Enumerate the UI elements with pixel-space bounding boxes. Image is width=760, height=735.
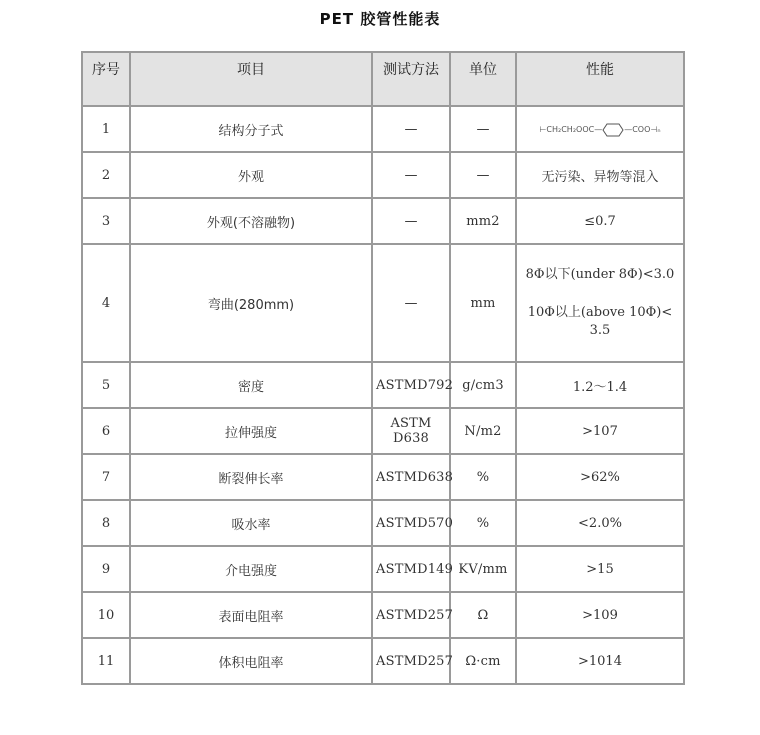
- cell-performance: ≤0.7: [516, 198, 684, 244]
- table-row: [82, 244, 684, 362]
- formula-right-text: —COO: [624, 125, 651, 135]
- cell-unit: Ω: [450, 592, 516, 638]
- molecular-formula: [539, 123, 660, 137]
- header-unit: 单位: [450, 52, 516, 106]
- table-header-row: [82, 52, 684, 106]
- bend-above-value: 3.5: [589, 323, 611, 338]
- bend-above-line: 10Φ以上(above 10Φ)<: [527, 305, 673, 320]
- table-row: [82, 592, 684, 638]
- cell-performance: >1014: [516, 638, 684, 684]
- page-title: PET 胶管性能表: [319, 10, 441, 28]
- cell-performance: >109: [516, 592, 684, 638]
- table-row: [82, 198, 684, 244]
- cell-unit: mm2: [450, 198, 516, 244]
- cell-item: 体积电阻率: [130, 638, 372, 684]
- cell-no: 4: [82, 244, 130, 362]
- cell-performance: >107: [516, 408, 684, 454]
- cell-no: 6: [82, 408, 130, 454]
- table-row: [82, 152, 684, 198]
- cell-performance: 1.2～1.4: [516, 362, 684, 408]
- table-row: [82, 500, 684, 546]
- cell-method: ASTMD257: [372, 638, 450, 684]
- cell-performance-bend: [516, 244, 684, 362]
- cell-unit: %: [450, 454, 516, 500]
- cell-no: 10: [82, 592, 130, 638]
- cell-unit: mm: [450, 244, 516, 362]
- cell-method: ASTMD149: [372, 546, 450, 592]
- cell-no: 11: [82, 638, 130, 684]
- cell-no: 8: [82, 500, 130, 546]
- cell-method: ASTM D638: [372, 408, 450, 454]
- cell-method: ASTMD638: [372, 454, 450, 500]
- cell-unit: —: [450, 152, 516, 198]
- cell-unit: g/cm3: [450, 362, 516, 408]
- cell-item: 表面电阻率: [130, 592, 372, 638]
- header-method: 测试方法: [372, 52, 450, 106]
- cell-method: —: [372, 244, 450, 362]
- cell-no: 5: [82, 362, 130, 408]
- cell-method: —: [372, 106, 450, 152]
- cell-unit: —: [450, 106, 516, 152]
- cell-method: ASTMD792: [372, 362, 450, 408]
- cell-method: ASTMD570: [372, 500, 450, 546]
- cell-unit: %: [450, 500, 516, 546]
- cell-method: —: [372, 152, 450, 198]
- header-item: 项目: [130, 52, 372, 106]
- cell-item: 介电强度: [130, 546, 372, 592]
- table-row: [82, 408, 684, 454]
- formula-bracket-left: ⊢: [539, 125, 547, 135]
- cell-no: 9: [82, 546, 130, 592]
- table-row: [82, 454, 684, 500]
- cell-performance: 无污染、异物等混入: [516, 152, 684, 198]
- cell-no: 3: [82, 198, 130, 244]
- cell-performance: <2.0%: [516, 500, 684, 546]
- cell-item: 密度: [130, 362, 372, 408]
- cell-item: 拉伸强度: [130, 408, 372, 454]
- formula-bracket-right: ⊣ₙ: [650, 125, 661, 135]
- table-row: [82, 546, 684, 592]
- header-no: 序号: [82, 52, 130, 106]
- cell-performance: >15: [516, 546, 684, 592]
- bend-under-line: 8Φ以下(under 8Φ)<3.0: [525, 267, 675, 282]
- cell-unit: Ω·cm: [450, 638, 516, 684]
- cell-no: 7: [82, 454, 130, 500]
- cell-unit: N/m2: [450, 408, 516, 454]
- cell-no: 2: [82, 152, 130, 198]
- cell-performance: >62%: [516, 454, 684, 500]
- table-row: [82, 362, 684, 408]
- cell-item: 吸水率: [130, 500, 372, 546]
- table-row: [82, 638, 684, 684]
- cell-item: 外观: [130, 152, 372, 198]
- benzene-ring-icon: [602, 123, 624, 137]
- cell-method: —: [372, 198, 450, 244]
- cell-item: 断裂伸长率: [130, 454, 372, 500]
- header-performance: 性能: [516, 52, 684, 106]
- cell-no: 1: [82, 106, 130, 152]
- cell-item: 外观(不溶融物): [130, 198, 372, 244]
- cell-performance-formula: [516, 106, 684, 152]
- formula-left-text: CH₂CH₂OOC—: [546, 125, 603, 135]
- cell-item: 结构分子式: [130, 106, 372, 152]
- cell-item: 弯曲(280mm): [130, 244, 372, 362]
- performance-table: [81, 51, 685, 685]
- cell-method: ASTMD257: [372, 592, 450, 638]
- table-row: [82, 106, 684, 152]
- cell-unit: KV/mm: [450, 546, 516, 592]
